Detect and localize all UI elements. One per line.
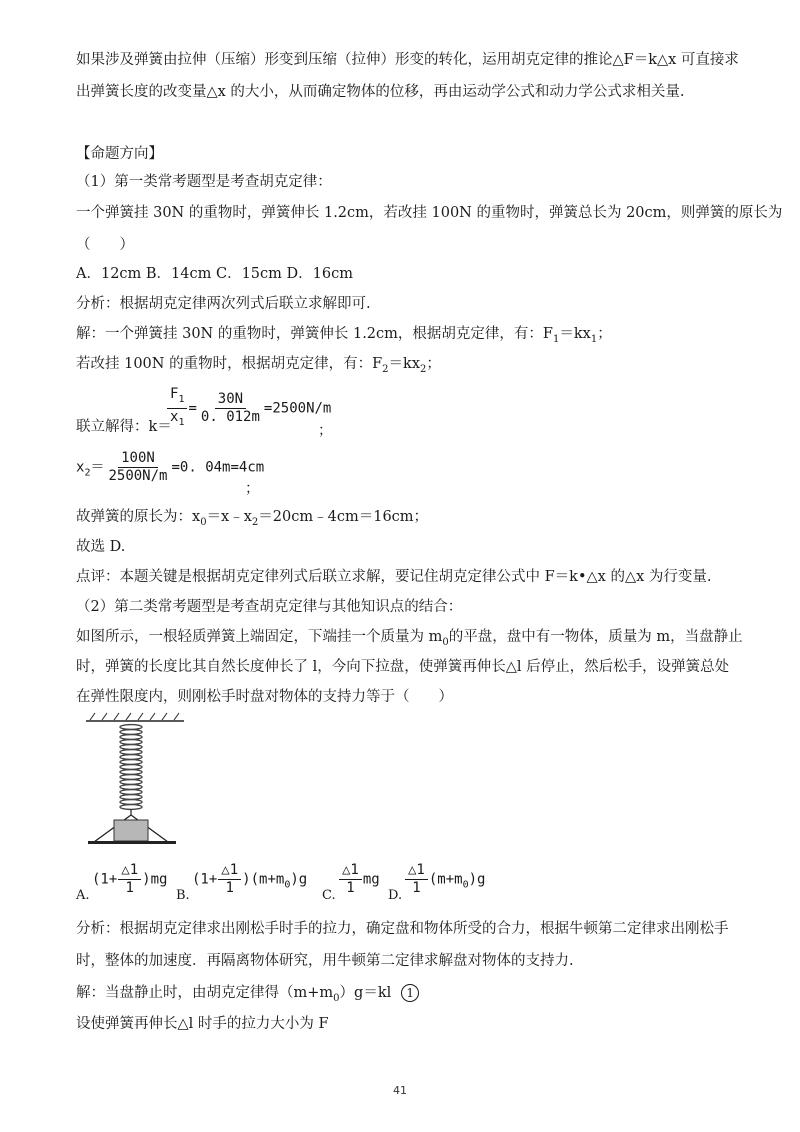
- option-a: (1+ $\frac{\triangle 1}{1}$ )mg: [92, 862, 168, 896]
- option-c: $\frac{\triangle 1}{1}$ mg: [338, 862, 380, 897]
- question-1-options: A．12cm B．14cm C．15cm D．16cm: [76, 266, 353, 282]
- type-2-heading: （2）第二类常考题型是考查胡克定律与其他知识点的结合：: [76, 599, 463, 615]
- question-2-line-1: 如图所示，一根轻质弹簧上端固定，下端挂一个质量为 $m_0$的平盘，盘中有一物体，质量为 m，当盘静止: [76, 629, 743, 648]
- k-equation: $\frac{F_1}{x_1}$ = $\frac{30N}{0. 012m}$ =2500N/m: [166, 386, 331, 431]
- line-1: 如果涉及弹簧由拉伸（压缩）形变到压缩（拉伸）形变的转化，运用胡克定律的推论△F＝k△x 可直接求: [76, 52, 739, 68]
- spring-figure: [84, 712, 192, 844]
- k-label: 联立解得：k＝: [76, 419, 172, 435]
- solution-2-line: 若改挂 100N 的重物时，根据胡克定律，有：$F_2=kx_2$；: [76, 356, 441, 375]
- line-2: 出弹簧长度的改变量△x 的大小，从而确定物体的位移，再由运动学公式和动力学公式求相关量.: [76, 84, 685, 100]
- question-2-line-3: 在弹性限度内，则刚松手时盘对物体的支持力等于（ ）: [76, 689, 453, 705]
- solution-2-eq1: 解：当盘静止时，由胡克定律得$(m+m_0)g=kl$ 1: [76, 982, 419, 1010]
- page-number: 41: [393, 1084, 407, 1097]
- question-2-line-2: 时，弹簧的长度比其自然长度伸长了 l，今向下拉盘，使弹簧再伸长△l 后停止，然后松手，设弹簧总处: [76, 659, 730, 675]
- question-1: 一个弹簧挂 30N 的重物时，弹簧伸长 1.2cm，若改挂 100N 的重物时，弹簧总长为 20cm，则弹簧的原长为: [76, 205, 783, 221]
- option-a-label: A.: [76, 888, 90, 903]
- option-b: (1+ $\frac{\triangle 1}{1}$ )$(m+m_0)g$: [192, 862, 308, 896]
- answer-1: 故选 D.: [76, 539, 126, 555]
- analysis-1: 分析：根据胡克定律两次列式后联立求解即可.: [76, 296, 371, 312]
- solution-2-line-2: 设使弹簧再伸长△l 时手的拉力大小为 F: [76, 1016, 329, 1032]
- option-b-label: B.: [176, 888, 190, 903]
- option-d-label: D.: [388, 888, 403, 903]
- type-1-heading: （1）第一类常考题型是考查胡克定律：: [76, 174, 332, 190]
- option-c-label: C.: [322, 888, 336, 903]
- analysis-2-line-2: 时，整体的加速度．再隔离物体研究，用牛顿第二定律求解盘对物体的支持力.: [76, 953, 574, 969]
- analysis-2-line-1: 分析：根据胡克定律求出刚松手时手的拉力，确定盘和物体所受的合力，根据牛顿第二定律求出刚松手: [76, 921, 729, 937]
- x2-equation: $x_2=$ $\frac{100N}{2500N/m}$ =0. 04m=4cm: [76, 450, 265, 484]
- question-1-bracket: （ ）: [76, 237, 134, 253]
- original-length-line: 故弹簧的原长为：$x_0=x﹣x_2=20cm﹣4cm=16cm$；: [76, 509, 429, 528]
- k-tail: ；: [318, 423, 333, 439]
- comment-1: 点评：本题关键是根据胡克定律列式后联立求解，要记住胡克定律公式中 F＝k•△x 的△x 为行变量.: [76, 569, 712, 585]
- equation-number-circle: 1: [401, 984, 419, 1002]
- x2-tail: ；: [245, 481, 260, 497]
- option-d: $\frac{\triangle 1}{1}$ $(m+m_0)g$: [404, 862, 485, 897]
- solution-1-line: 解：一个弹簧挂 30N 的重物时，弹簧伸长 1.2cm，根据胡克定律，有：$F_1=kx_1$；: [76, 326, 612, 345]
- section-heading: 【命题方向】: [76, 146, 163, 162]
